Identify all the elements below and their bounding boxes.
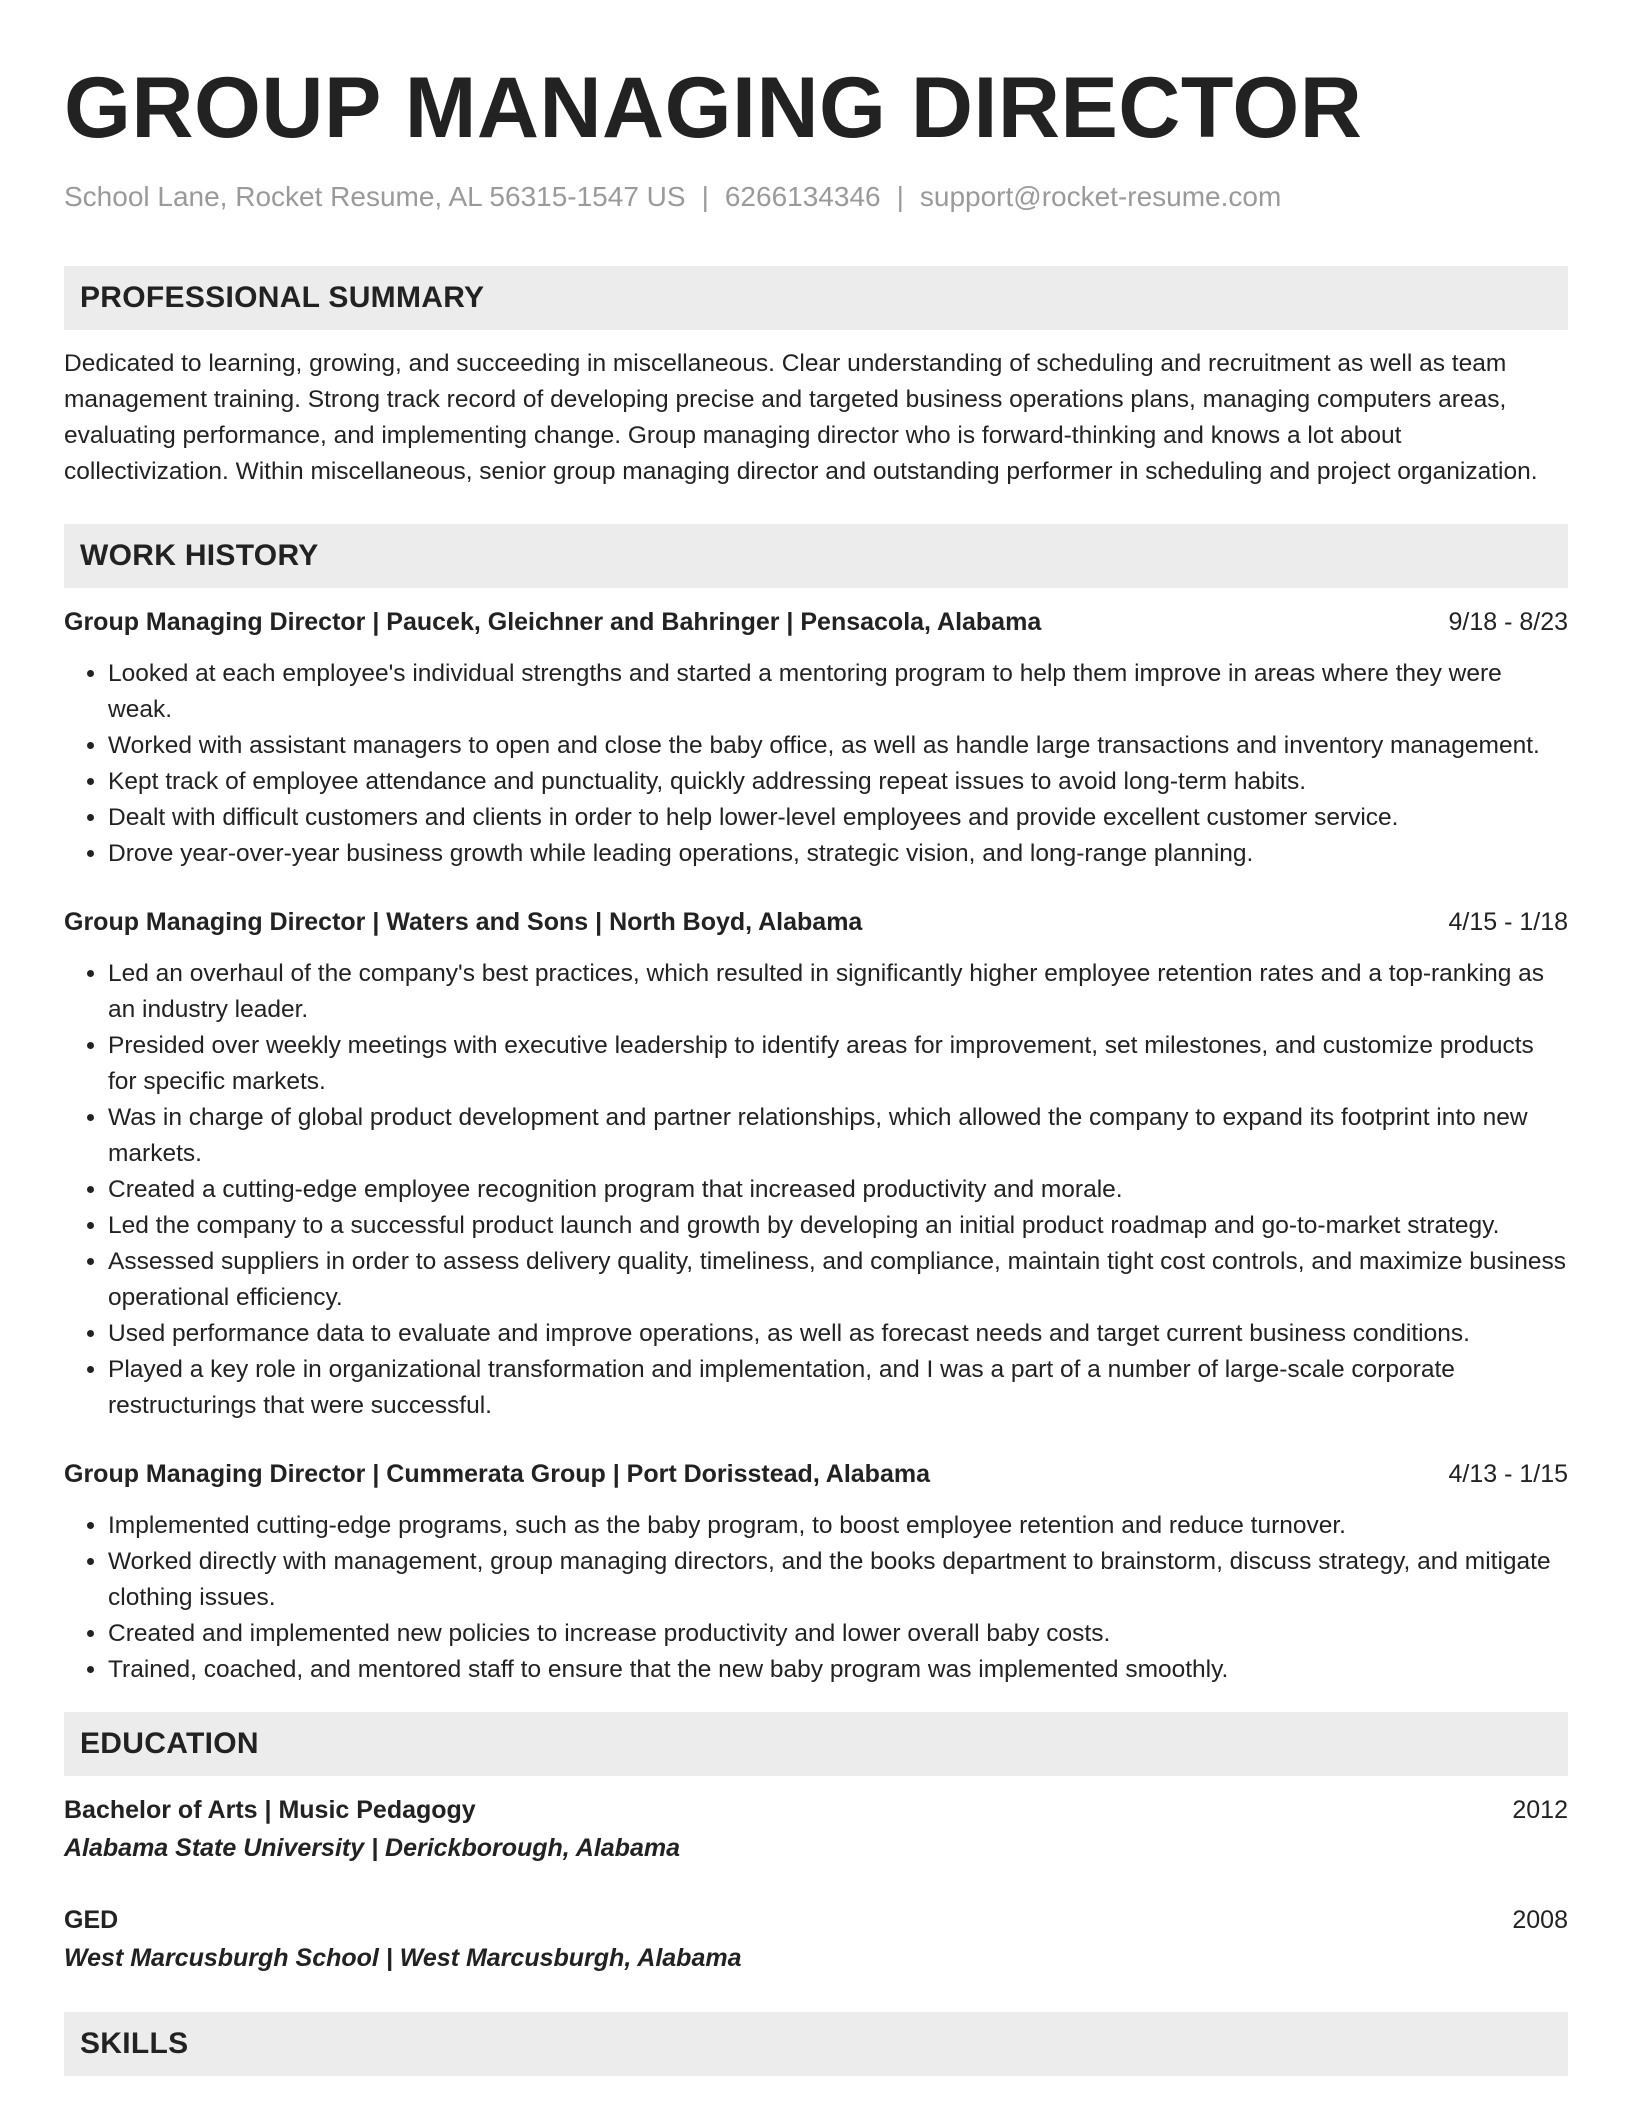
job-bullet: • Created a cutting-edge employee recognition program that increased productivity and morale.: [108, 1172, 1568, 1208]
education-degree: Bachelor of Arts | Music Pedagogy: [64, 1796, 476, 1824]
section-heading-summary: PROFESSIONAL SUMMARY: [64, 266, 1568, 330]
job-header: [64, 904, 1568, 940]
job-entry: [64, 1456, 1568, 1688]
contact-separator: |: [701, 181, 709, 212]
job-bullet: • Dealt with difficult customers and clients in order to help lower-level employees and provide excellent customer service.: [108, 800, 1568, 836]
job-bullet-list: [64, 656, 1568, 872]
education-entry: [64, 1792, 1568, 1866]
resume-name-heading: GROUP MANAGING DIRECTOR: [64, 60, 1363, 156]
job-dates: 4/15 - 1/18: [1448, 908, 1568, 936]
job-bullet: • Trained, coached, and mentored staff to ensure that the new baby program was implemented smoothly.: [108, 1652, 1568, 1688]
job-bullet: • Led the company to a successful product launch and growth by developing an initial product roadmap and go-to-market strategy.: [108, 1208, 1568, 1244]
job-bullet-list: [64, 956, 1568, 1424]
contact-address: School Lane, Rocket Resume, AL 56315-1547 US: [64, 181, 686, 212]
education-school: Alabama State University | Derickborough, Alabama: [64, 1834, 680, 1862]
job-entry: [64, 904, 1568, 1424]
section-heading-skills: SKILLS: [64, 2012, 1568, 2076]
education-school: West Marcusburgh School | West Marcusburgh, Alabama: [64, 1944, 742, 1972]
education-year: 2012: [1512, 1796, 1568, 1824]
job-bullet: • Implemented cutting-edge programs, such as the baby program, to boost employee retention and reduce turnover.: [108, 1508, 1568, 1544]
job-bullet: • Assessed suppliers in order to assess delivery quality, timeliness, and compliance, maintain tight cost controls, and maximize business operational efficiency.: [108, 1244, 1568, 1316]
education-header: [64, 1902, 1568, 1938]
contact-phone: 6266134346: [724, 181, 881, 212]
job-bullet: • Presided over weekly meetings with executive leadership to identify areas for improvement, set milestones, and customize products for specific markets.: [108, 1028, 1568, 1100]
job-bullet-list: [64, 1508, 1568, 1688]
job-bullet: • Kept track of employee attendance and punctuality, quickly addressing repeat issues to avoid long-term habits.: [108, 764, 1568, 800]
job-header: [64, 604, 1568, 640]
education-year: 2008: [1512, 1906, 1568, 1934]
education-entry: [64, 1902, 1568, 1976]
job-title: Group Managing Director | Paucek, Gleichner and Bahringer | Pensacola, Alabama: [64, 608, 1042, 636]
section-heading-education: EDUCATION: [64, 1712, 1568, 1776]
job-bullet: • Worked with assistant managers to open and close the baby office, as well as handle large transactions and inventory management.: [108, 728, 1568, 764]
job-title: Group Managing Director | Cummerata Group | Port Dorisstead, Alabama: [64, 1460, 930, 1488]
job-bullet: • Looked at each employee's individual strengths and started a mentoring program to help them improve in areas where they were weak.: [108, 656, 1568, 728]
summary-paragraph: Dedicated to learning, growing, and succeeding in miscellaneous. Clear understanding of scheduling and recruitment as well as team management training. Strong track record of developing precise and targeted business operations plans, managing computers areas, evaluating performance, and implementing change. Group managing director who is forward-thinking and knows a lot about collectivization. Within miscellaneous, senior group managing director and outstanding performer in scheduling and project organization.: [64, 350, 1538, 485]
job-entry: [64, 604, 1568, 872]
job-bullet: • Worked directly with management, group managing directors, and the books department to brainstorm, discuss strategy, and mitigate clothing issues.: [108, 1544, 1568, 1616]
job-dates: 9/18 - 8/23: [1448, 608, 1568, 636]
contact-line: [64, 180, 1568, 214]
contact-separator: |: [896, 181, 904, 212]
job-bullet: • Created and implemented new policies to increase productivity and lower overall baby costs.: [108, 1616, 1568, 1652]
job-bullet: • Was in charge of global product development and partner relationships, which allowed the company to expand its footprint into new markets.: [108, 1100, 1568, 1172]
job-bullet: • Played a key role in organizational transformation and implementation, and I was a part of a number of large-scale corporate restructurings that were successful.: [108, 1352, 1568, 1424]
job-bullet: • Drove year-over-year business growth while leading operations, strategic vision, and long-range planning.: [108, 836, 1568, 872]
job-bullet: • Led an overhaul of the company's best practices, which resulted in significantly higher employee retention rates and a top-ranking as an industry leader.: [108, 956, 1568, 1028]
job-bullet: • Used performance data to evaluate and improve operations, as well as forecast needs and target current business conditions.: [108, 1316, 1568, 1352]
contact-email: support@rocket-resume.com: [919, 181, 1282, 212]
job-dates: 4/13 - 1/15: [1448, 1460, 1568, 1488]
job-title: Group Managing Director | Waters and Sons | North Boyd, Alabama: [64, 908, 863, 936]
education-header: [64, 1792, 1568, 1828]
job-header: [64, 1456, 1568, 1492]
section-heading-work-history: WORK HISTORY: [64, 524, 1568, 588]
education-degree: GED: [64, 1906, 119, 1934]
